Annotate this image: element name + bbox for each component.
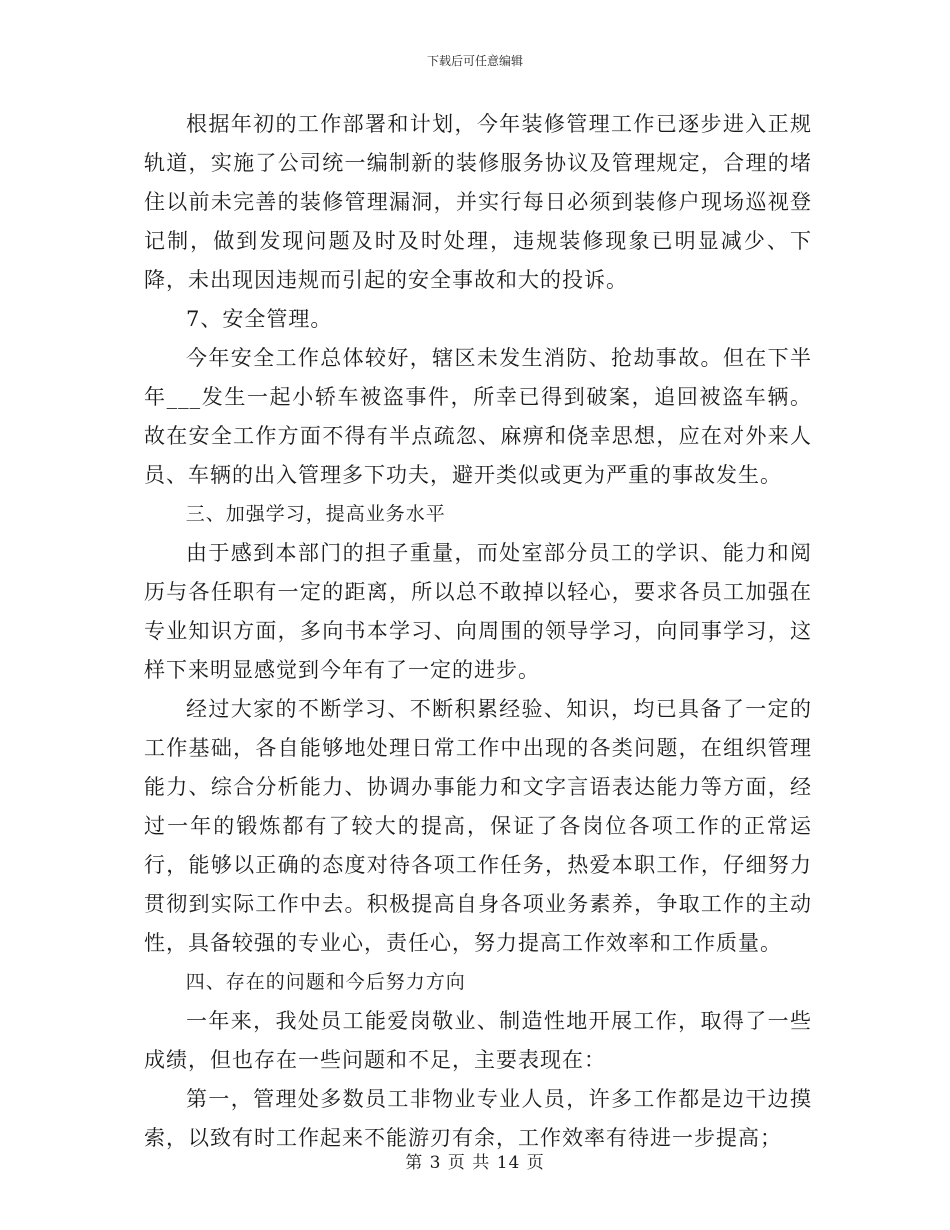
page-header-note: 下载后可任意编辑 [426,54,523,68]
page-number-footer: 第 3 页 共 14 页 [405,1153,545,1173]
paragraph-learning-results: 经过大家的不断学习、不断积累经验、知识，均已具备了一定的工作基础，各自能够地处理日常工作中出现的各类问题，在组织管理能力、综合分析能力、协调办事能力和文字言语表达能力等方面，经过一年的锻炼都有了较大的提高，保证了各岗位各项工作的正常运行，能够以正确的态度对待各项工作任务，热爱本职工作，仔细努力贯彻到实际工作中去。积极提高自身各项业务素养，争取工作的主动性，具备较强的专业心，责任心，努力提高工作效率和工作质量。 [144,697,812,955]
section-heading-safety-management: 7、安全管理。 [186,307,333,331]
document-body [144,105,812,1158]
section-heading-strengthen-learning: 三、加强学习，提高业务水平 [185,503,446,525]
paragraph-problem-first: 第一，管理处多数员工非物业专业人员，许多工作都是边干边摸索，以致有时工作起来不能游刃有余，工作效率有待进一步提高； [144,1087,812,1150]
paragraph-safety-work: 今年安全工作总体较好，辖区未发生消防、抢劫事故。但在下半年___发生一起小轿车被盗事件，所幸已得到破案，追回被盗车辆。故在安全工作方面不得有半点疏忽、麻痹和侥幸思想，应在对外来人员、车辆的出入管理多下功夫，避开类似或更为严重的事故发生。 [144,346,812,487]
section-heading-problems-and-direction: 四、存在的问题和今后努力方向 [185,971,466,993]
paragraph-learning-requirements: 由于感到本部门的担子重量，而处室部分员工的学识、能力和阅历与各任职有一定的距离，所以总不敢掉以轻心，要求各员工加强在专业知识方面，多向书本学习、向周围的领导学习，向同事学习，这样下来明显感觉到今年有了一定的进步。 [144,541,812,682]
paragraph-decoration-management: 根据年初的工作部署和计划，今年装修管理工作已逐步进入正规轨道，实施了公司统一编制新的装修服务协议及管理规定，合理的堵住以前未完善的装修管理漏洞，并实行每日必须到装修户现场巡视登记制，做到发现问题及时及时处理，违规装修现象已明显减少、下降，未出现因违规而引起的安全事故和大的投诉。 [144,112,812,292]
paragraph-year-summary: 一年来，我处员工能爱岗敬业、制造性地开展工作，取得了一些成绩，但也存在一些问题和不足，主要表现在： [144,1009,812,1072]
